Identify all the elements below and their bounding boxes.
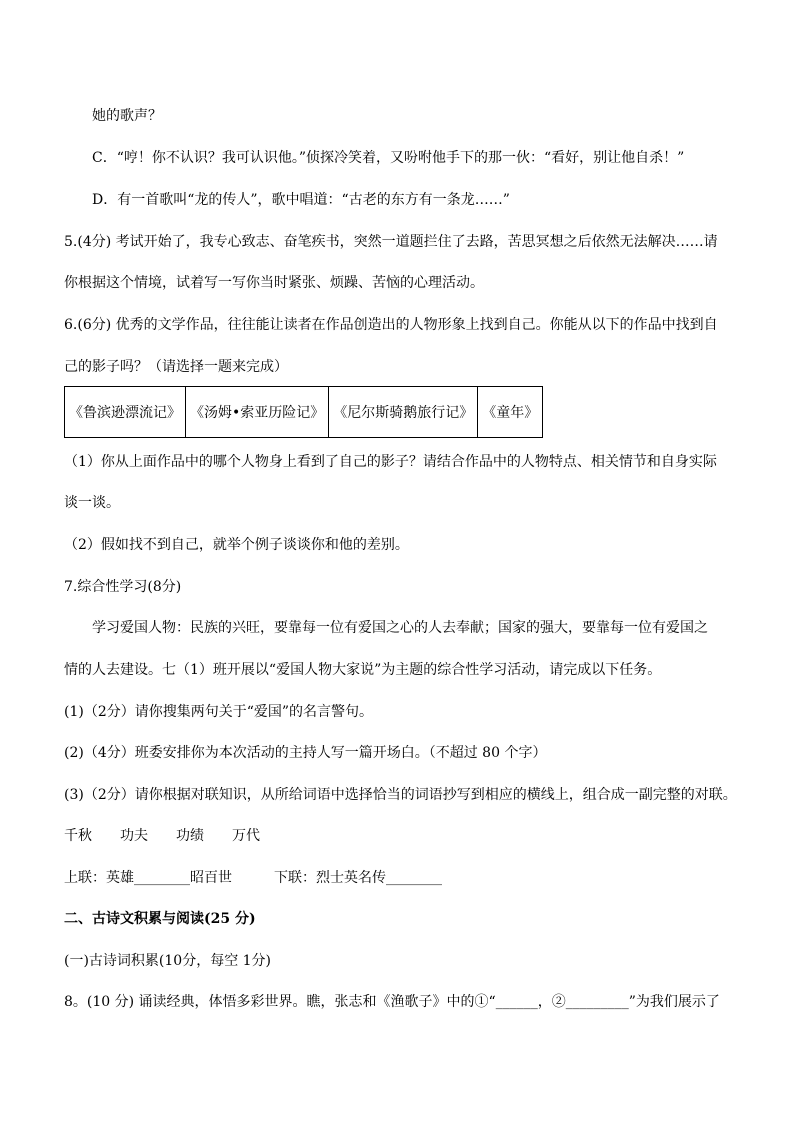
- question-6-1-cont: 谈一谈。: [64, 495, 120, 511]
- question-7-intro-cont: 情的人去建设。七（1）班开展以“爱国人物大家说”为主题的综合性学习活动，请完成以下任务。: [64, 662, 662, 678]
- book-cell: 《鲁滨逊漂流记》: [65, 387, 186, 438]
- text-line: 她的歌声？: [92, 108, 162, 124]
- option-c: C．“哼！你不认识？我可认识他。”侦探冷笑着，又吩咐他手下的那一伙：“看好，别让他自杀！”: [92, 150, 685, 166]
- book-cell: 《尼尔斯骑鹅旅行记》: [329, 387, 478, 438]
- question-8: 8。(10 分) 诵读经典，体悟多彩世界。瞧，张志和《渔歌子》中的①“______，②_________”为我们展示了: [64, 994, 720, 1010]
- question-7-intro: 学习爱国人物：民族的兴旺，要靠每一位有爱国之心的人去奉献；国家的强大，要靠每一位有爱国之: [92, 620, 708, 636]
- subsection-heading: (一)古诗词积累(10分，每空 1分): [64, 953, 272, 969]
- question-7-2: (2)（4分）班委安排你为本次活动的主持人写一篇开场白。（不超过 80 个字）: [64, 745, 547, 761]
- book-cell: 《童年》: [478, 387, 543, 438]
- couplet-line: 上联：英雄________昭百世 下联：烈士英名传________: [64, 870, 442, 886]
- question-6-2: （2）假如找不到自己，就举个例子谈谈你和他的差别。: [64, 537, 409, 553]
- book-cell: 《汤姆•索亚历险记》: [186, 387, 329, 438]
- question-5: 5.(4分) 考试开始了，我专心致志、奋笔疾书，突然一道题拦住了去路，苦思冥想之后依然无法解决……请: [64, 234, 718, 250]
- question-6-cont: 己的影子吗？（请选择一题来完成）: [64, 359, 288, 375]
- section-heading: 二、古诗文积累与阅读(25 分): [64, 911, 256, 927]
- question-7-3: (3)（2分）请你根据对联知识，从所给词语中选择恰当的词语抄写到相应的横线上，组合成一副完整的对联。: [64, 787, 737, 803]
- question-5-cont: 你根据这个情境，试着写一写你当时紧张、烦躁、苦恼的心理活动。: [64, 275, 484, 291]
- option-d: D．有一首歌叫“龙的传人”，歌中唱道：“古老的东方有一条龙……”: [92, 192, 510, 208]
- book-table: [64, 386, 543, 438]
- question-6: 6.(6分) 优秀的文学作品，往往能让读者在作品创造出的人物形象上找到自己。你能从以下的作品中找到自: [64, 317, 718, 333]
- question-7-1: (1)（2分）请你搜集两句关于“爱国”的名言警句。: [64, 704, 374, 720]
- question-7: 7.综合性学习(8分): [64, 579, 182, 595]
- word-options: 千秋 功夫 功绩 万代: [64, 828, 260, 844]
- question-6-1: （1）你从上面作品中的哪个人物身上看到了自己的影子？请结合作品中的人物特点、相关情节和自身实际: [64, 454, 717, 470]
